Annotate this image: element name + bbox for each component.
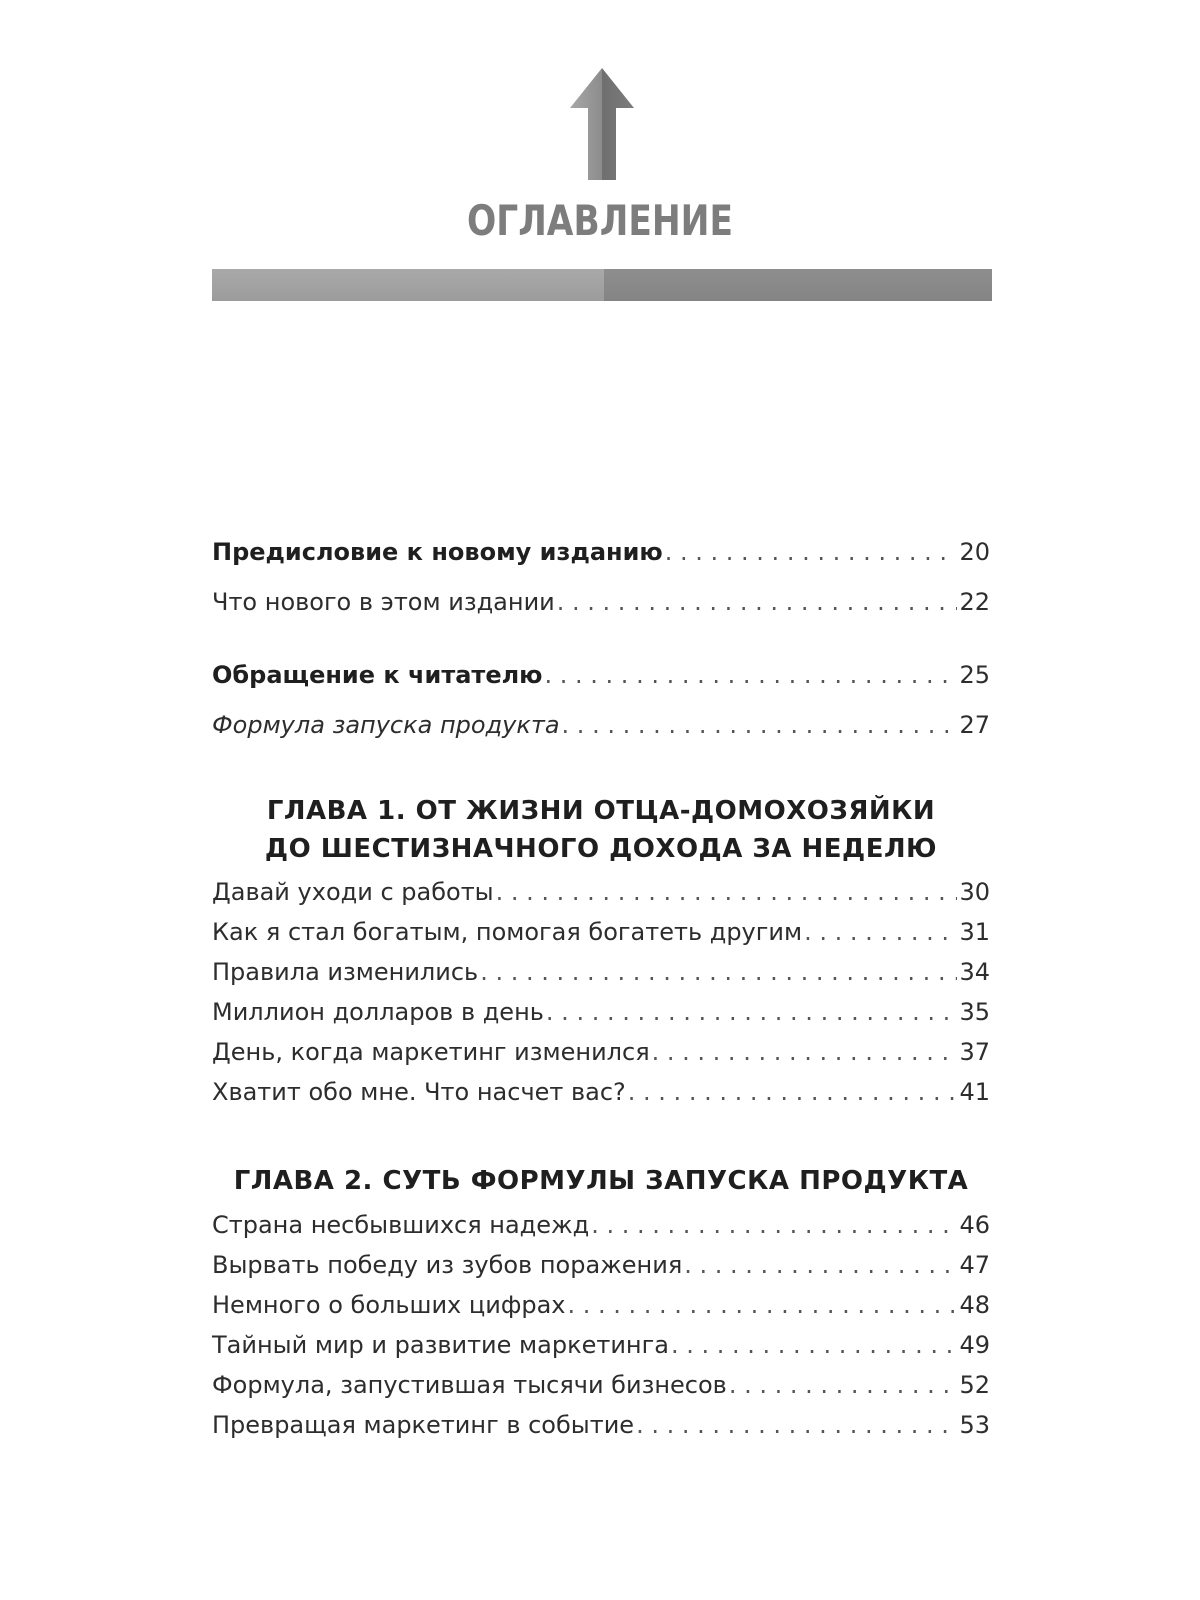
toc-entry-title: Вырвать победу из зубов поражения (212, 1251, 683, 1279)
toc-entry-formula[interactable] (212, 711, 990, 747)
toc-entry[interactable] (212, 878, 990, 914)
toc-entry-title: Немного о больших цифрах (212, 1291, 566, 1319)
toc-entry[interactable] (212, 1411, 990, 1447)
chapter-heading-line: ГЛАВА 2. СУТЬ ФОРМУЛЫ ЗАПУСКА ПРОДУКТА (233, 1166, 969, 1196)
chapter-heading-line: ГЛАВА 1. ОТ ЖИЗНИ ОТЦА-ДОМОХОЗЯЙКИ (266, 796, 936, 826)
dot-leader (671, 1331, 958, 1359)
toc-entry-whats-new[interactable] (212, 588, 990, 624)
header-bar (212, 269, 992, 301)
dot-leader (546, 998, 958, 1026)
dot-leader (636, 1411, 957, 1439)
chapter-heading-line: ДО ШЕСТИЗНАЧНОГО ДОХОДА ЗА НЕДЕЛЮ (264, 834, 938, 864)
dot-leader (591, 1211, 957, 1239)
chapter-1-heading[interactable] (212, 792, 990, 868)
toc-entry-title: Страна несбывшихся надежд (212, 1211, 590, 1239)
toc-entry-page: 35 (959, 998, 990, 1026)
dot-leader (684, 1251, 957, 1279)
toc-entry-title: Правила изменились (212, 958, 479, 986)
dot-leader (545, 661, 958, 689)
toc-entry-page: 46 (959, 1211, 990, 1239)
toc-entry-address-to-reader[interactable] (212, 661, 990, 697)
toc-entry-title: Формула, запустившая тысячи бизнесов (212, 1371, 727, 1399)
toc-entry[interactable] (212, 1251, 990, 1287)
dot-leader (665, 538, 958, 566)
toc-entry-title: Как я стал богатым, помогая богатеть другим (212, 918, 803, 946)
toc-entry-title: День, когда маркетинг изменился (212, 1038, 650, 1066)
dot-leader (496, 878, 958, 906)
toc-entry-title: Предисловие к новому изданию (212, 538, 663, 566)
toc-entry-page: 47 (959, 1251, 990, 1279)
dot-leader (562, 711, 958, 739)
toc-entry-page: 27 (959, 711, 990, 739)
toc-entry-title: Превращая маркетинг в событие (212, 1411, 635, 1439)
toc-entry-page: 37 (959, 1038, 990, 1066)
toc-entry-page: 22 (959, 588, 990, 616)
page-title: ОГЛАВЛЕНИЕ (466, 196, 734, 245)
up-arrow-icon (570, 68, 634, 180)
header-bar-left (212, 269, 604, 301)
toc-entry-page: 34 (959, 958, 990, 986)
toc-entry[interactable] (212, 1078, 990, 1114)
toc-entry-page: 30 (959, 878, 990, 906)
toc-entry-title: Что нового в этом издании (212, 588, 555, 616)
toc-entry-page: 20 (959, 538, 990, 566)
toc-entry[interactable] (212, 1291, 990, 1327)
toc-entry-title: Миллион долларов в день (212, 998, 544, 1026)
dot-leader (628, 1078, 958, 1106)
toc-entry-page: 53 (959, 1411, 990, 1439)
toc-entry-page: 31 (959, 918, 990, 946)
chapter-2-heading[interactable] (212, 1162, 990, 1200)
dot-leader (557, 588, 958, 616)
toc-entry-page: 25 (959, 661, 990, 689)
dot-leader (480, 958, 957, 986)
toc-entry[interactable] (212, 1038, 990, 1074)
toc-entry[interactable] (212, 958, 990, 994)
header-bar-right (604, 269, 992, 301)
toc-entry-page: 41 (959, 1078, 990, 1106)
dot-leader (567, 1291, 957, 1319)
toc-entry-page: 52 (959, 1371, 990, 1399)
dot-leader (652, 1038, 958, 1066)
toc-entry[interactable] (212, 1211, 990, 1247)
dot-leader (804, 918, 957, 946)
toc-entry-title: Обращение к читателю (212, 661, 543, 689)
toc-entry-page: 49 (959, 1331, 990, 1359)
toc-entry-title: Формула запуска продукта (212, 711, 560, 739)
toc-entry-preface[interactable] (212, 538, 990, 574)
dot-leader (729, 1371, 958, 1399)
toc-entry[interactable] (212, 1331, 990, 1367)
toc-entry[interactable] (212, 998, 990, 1034)
toc-entry[interactable] (212, 918, 990, 954)
toc-entry-page: 48 (959, 1291, 990, 1319)
toc-entry-title: Тайный мир и развитие маркетинга (212, 1331, 669, 1359)
toc-entry-title: Давай уходи с работы (212, 878, 494, 906)
toc-entry[interactable] (212, 1371, 990, 1407)
toc-entry-title: Хватит обо мне. Что насчет вас? (212, 1078, 626, 1106)
